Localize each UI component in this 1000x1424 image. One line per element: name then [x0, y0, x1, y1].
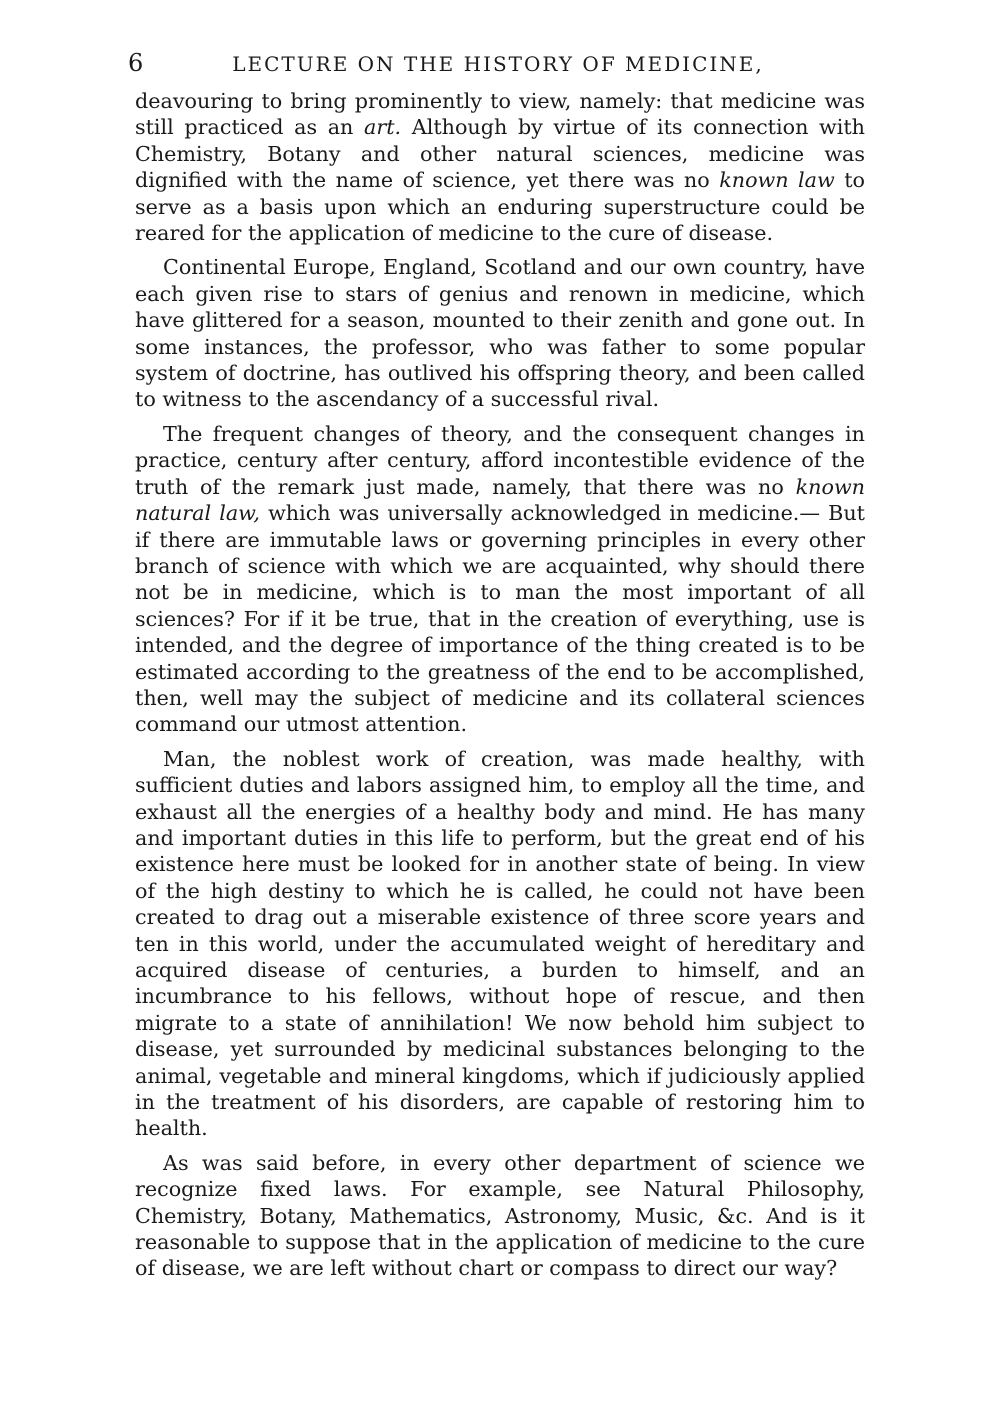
paragraph-1-italic-art: art.	[364, 115, 402, 140]
paragraph-4: Man, the noblest work of creation, was made healthy, with sufficient duties and labors assigned him, to employ all the time, and exhaust all the energies of a healthy body and mind. He has many and important duties in this life to perform, but the great end of his existence here must be looked for in another state of being. In view of the high destiny to which he is called, he could not have been created to drag out a miserable existence of three score years and ten in this world, under the accumulated weight of hereditary and acquired disease of centuries, a burden to himself, and an incumbrance to his fellows, without hope of rescue, and then migrate to a state of annihilation! We now behold him subject to disease, yet surrounded by medicinal substances belonging to the animal, vegetable and mineral kingdoms, which if judiciously applied in the treatment of his disorders, are capable of restoring him to health.	[135, 746, 865, 1141]
running-head: LECTURE ON THE HISTORY OF MEDICINE,	[232, 52, 764, 76]
paragraph-1-italic-known-law: known law	[719, 168, 835, 193]
paragraph-3-text-a: The frequent changes of theory, and the consequent changes in practice, century after century, afford incontestible evidence of the truth of the remark just made, namely, that there was no	[135, 421, 865, 499]
paragraph-3-text-b: which was universally acknowledged in medicine.— But if there are immutable laws or governing principles in every other branch of science with which we are acquainted, why should there not be in medicine, which is to man the most important of all sciences? For if it be true, that in the creation of everything, use is intended, and the degree of importance of the thing created is to be estimated according to the greatness of the end to be accomplished, then, well may the subject of medicine and its collateral sciences command our utmost attention.	[135, 501, 865, 737]
paragraph-1	[135, 88, 865, 246]
paragraph-3-italic-known-natural-law: known natural law,	[135, 474, 865, 526]
paragraph-3	[135, 421, 865, 738]
paragraph-1-text-c: to serve as a basis upon which an enduring superstructure could be reared for the application of medicine to the cure of disease.	[135, 168, 865, 246]
paragraph-2: Continental Europe, England, Scotland and our own country, have each given rise to stars of genius and renown in medicine, which have glittered for a season, mounted to their zenith and gone out. In some instances, the professor, who was father to some popular system of doctrine, has outlived his offspring theory, and been called to witness to the ascendancy of a successful rival.	[135, 255, 865, 412]
page-number: 6	[128, 49, 144, 77]
page-header	[128, 48, 868, 78]
page-body	[135, 88, 865, 1282]
paragraph-5: As was said before, in every other department of science we recognize fixed laws. For example, see Natural Philosophy, Chemistry, Botany, Mathematics, Astronomy, Music, &c. And is it reasonable to suppose that in the application of medicine to the cure of disease, we are left without chart or compass to direct our way?	[135, 1150, 865, 1281]
paragraph-1-text-a: deavouring to bring prominently to view, namely: that medicine was still practiced as an	[135, 89, 865, 140]
paragraph-1-text-b: Although by virtue of its connection with Chemistry, Botany and other natural sciences, medicine was dignified with the name of science, yet there was no	[135, 115, 865, 193]
